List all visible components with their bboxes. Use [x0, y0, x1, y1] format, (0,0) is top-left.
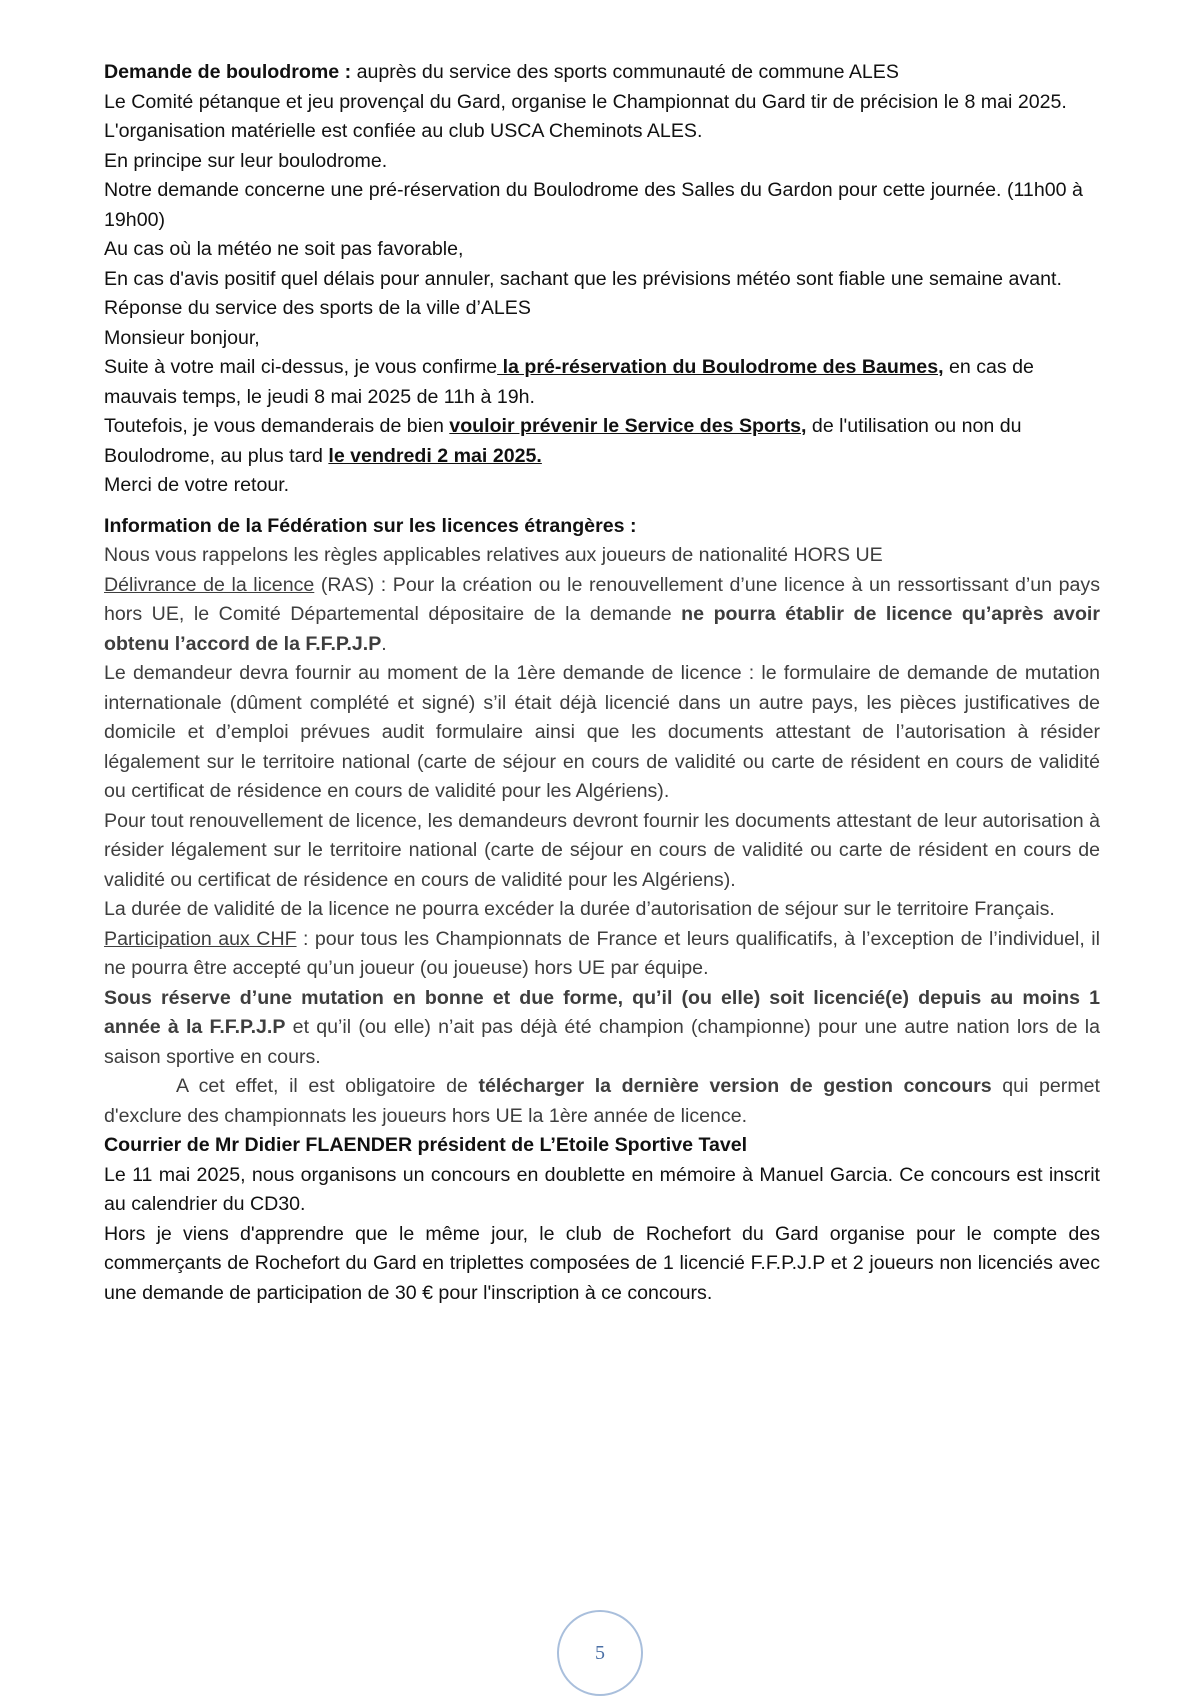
paragraph: A cet effet, il est obligatoire de télécharger la dernière version de gestion concours qui permet d'exclure des championnats les joueurs hors UE la 1ère année de licence. [104, 1075, 1100, 1127]
paragraph: Délivrance de la licence (RAS) : Pour la création ou le renouvellement d’une licence à un ressortissant d’un pays hors UE, le Comité Départemental dépositaire de la demande ne pourra établir de licence qu’après avoir obtenu l’accord de la F.F.P.J.P. [104, 573, 1101, 655]
paragraph: Hors je viens d'apprendre que le même jour, le club de Rochefort du Gard organise pour le compte des commerçants de Rochefort du Gard en triplettes composées de 1 licencié F.F.P.J.P et 2 joueurs non licenciés avec une demande de participation de 30 € pour l'inscription à ce concours. [104, 1222, 1100, 1304]
paragraph: Au cas où la météo ne soit pas favorable, [104, 238, 464, 260]
paragraph: L'organisation matérielle est confiée au club USCA Cheminots ALES. [104, 120, 703, 142]
paragraph: Le demandeur devra fournir au moment de la 1ère demande de licence : le formulaire de demande de mutation internationale (dûment complété et signé) s’il était déjà licencié dans un autre pays, les pièces justificatives de domicile et d’emploi prévues audit formulaire ainsi que les documents attestant de l’autorisation à résider légalement sur le territoire national (carte de séjour en cours de validité ou carte de résident en cours de validité ou certificat de résidence en cours de validité pour les Algériens). [104, 662, 1100, 802]
paragraph: Sous réserve d’une mutation en bonne et due forme, qu’il (ou elle) soit licencié(e) depuis au moins 1 année à la F.F.P.J.P et qu’il (ou elle) n’ait pas déjà été champion (championne) pour une autre nation lors de la saison sportive en cours. [104, 986, 1101, 1068]
paragraph: Monsieur bonjour, [104, 326, 260, 349]
paragraph: Participation aux CHF : pour tous les Championnats de France et leurs qualificatifs, à l’exception de l’individuel, il ne pourra être accepté qu’un joueur (ou joueuse) hors UE par équipe. [104, 927, 1100, 979]
paragraph: Toutefois, je vous demanderais de bien vouloir prévenir le Service des Sports, de l'utilisation ou non du Boulodrome, au plus tard le vendredi 2 mai 2025. [104, 415, 1022, 467]
document-page [104, 58, 1100, 1308]
paragraph: Réponse du service des sports de la ville d’ALES [104, 297, 531, 319]
paragraph: Pour tout renouvellement de licence, les demandeurs devront fournir les documents attestant de leur autorisation à résider légalement sur le territoire national (carte de séjour en cours de validité ou carte de résident en cours de validité ou certificat de résidence en cours de validité pour les Algériens). [104, 809, 1100, 891]
paragraph: La durée de validité de la licence ne pourra excéder la durée d’autorisation de séjour sur le territoire Français. [104, 898, 1055, 920]
paragraph: Merci de votre retour. [104, 474, 290, 496]
paragraph: En principe sur leur boulodrome. [104, 149, 388, 172]
page-number: 5 [557, 1610, 643, 1696]
emphasis: le vendredi 2 mai 2025. [328, 444, 542, 467]
boulodrome-request-body [104, 88, 1100, 501]
paragraph: Suite à votre mail ci-dessus, je vous confirme la pré-réservation du Boulodrome des Baumes, en cas de mauvais temps, le jeudi 8 mai 2025 de 11h à 19h. [104, 356, 1034, 408]
paragraph: Le 11 mai 2025, nous organisons un concours en doublette en mémoire à Manuel Garcia. Ce concours est inscrit au calendrier du CD30. [104, 1163, 1100, 1215]
emphasis: la pré-réservation du Boulodrome des Baumes, [497, 356, 944, 378]
courrier-body [104, 1161, 1100, 1309]
paragraph: En cas d'avis positif quel délais pour annuler, sachant que les prévisions météo sont fiable une semaine avant. [104, 267, 1062, 290]
section-heading-boulodrome: Demande de boulodrome : auprès du service des sports communauté de commune ALES [104, 61, 899, 83]
section-heading-licences: Information de la Fédération sur les licences étrangères : [104, 514, 637, 537]
paragraph: Le Comité pétanque et jeu provençal du Gard, organise le Championnat du Gard tir de précision le 8 mai 2025. [104, 90, 1067, 113]
paragraph: Notre demande concerne une pré-réservation du Boulodrome des Salles du Gardon pour cette journée. (11h00 à 19h00) [104, 179, 1083, 231]
emphasis: vouloir prévenir le Service des Sports, [449, 415, 807, 437]
paragraph: Nous vous rappelons les règles applicables relatives aux joueurs de nationalité HORS UE [104, 544, 883, 566]
section-heading-courrier: Courrier de Mr Didier FLAENDER président de L’Etoile Sportive Tavel [104, 1134, 748, 1156]
